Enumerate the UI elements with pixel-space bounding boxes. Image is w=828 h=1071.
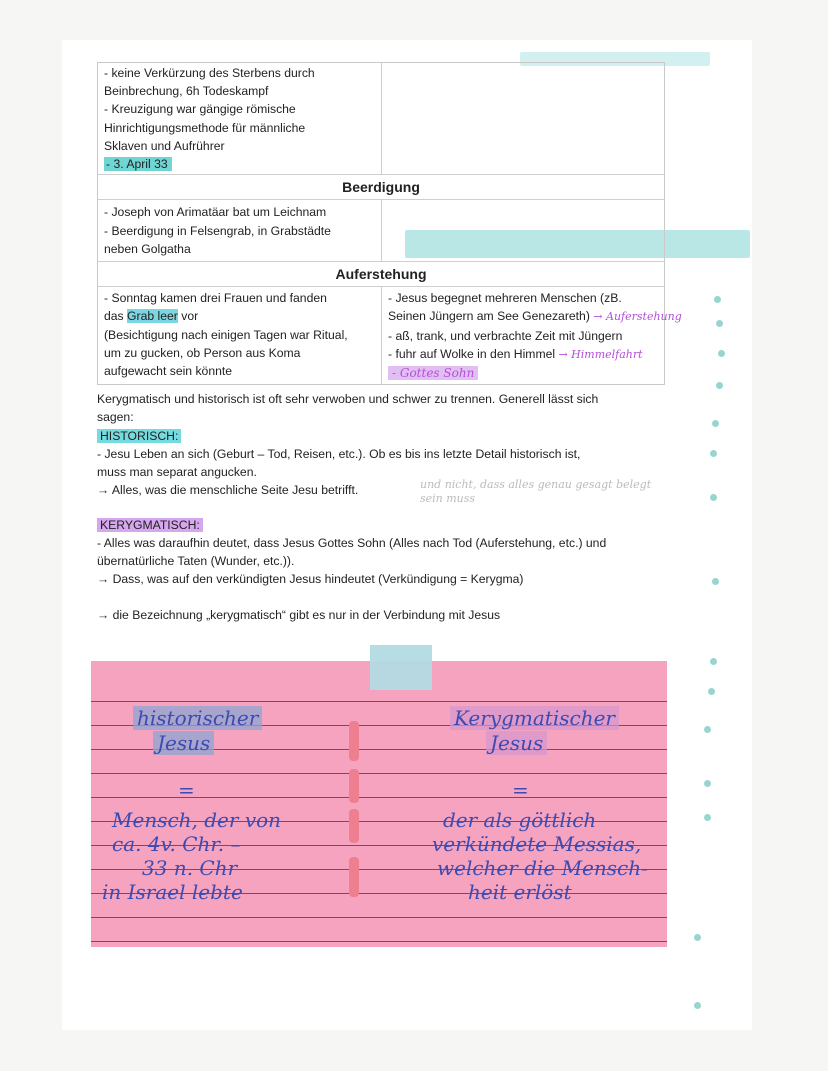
table-row-burial <box>98 200 664 262</box>
margin-dot <box>704 780 711 787</box>
text-line: neben Golgatha <box>104 241 191 256</box>
margin-dot <box>714 296 721 303</box>
handwritten-line: ca. 4v. Chr. – <box>112 832 241 856</box>
text-line: - Alles was daraufhin deutet, dass Jesus Gottes Sohn (Alles nach Tod (Auferstehung, etc.) und <box>97 536 607 550</box>
comparison-card <box>91 661 667 947</box>
handwritten-line: welcher die Mensch- <box>437 856 648 880</box>
historical-jesus-title-2: Jesus <box>153 731 214 755</box>
equals-sign: = <box>512 778 529 802</box>
handwritten-line: der als göttlich <box>443 808 597 832</box>
margin-dot <box>710 658 717 665</box>
text-line: aufgewacht sein könnte <box>104 364 233 379</box>
handwritten-line: verkündete Messias, <box>432 832 642 856</box>
text-line: das Grab leer vor <box>104 309 199 324</box>
resurrection-left-notes <box>98 287 381 384</box>
text-line: um zu gucken, ob Person aus Koma <box>104 345 301 360</box>
resurrection-right-notes <box>381 287 682 384</box>
text-line: sagen: <box>97 410 134 424</box>
text-line: Sklaven und Aufrührer <box>104 138 225 153</box>
margin-dot <box>704 814 711 821</box>
text-line: - keine Verkürzung des Sterbens durch <box>104 66 315 80</box>
margin-dot <box>704 726 711 733</box>
margin-dot <box>716 382 723 389</box>
margin-dot <box>712 578 719 585</box>
historical-heading: HISTORISCH: <box>97 429 181 443</box>
margin-dot <box>694 934 701 941</box>
text-line: Seinen Jüngern am See Genezareth) → Auferstehung <box>388 309 682 324</box>
text-line: Beinbrechung, 6h Todeskampf <box>104 84 269 99</box>
text-line: - Jesu Leben an sich (Geburt – Tod, Reisen, etc.). Ob es bis ins letzte Detail historisch ist, <box>97 447 581 461</box>
card-divider <box>349 857 359 897</box>
margin-dot <box>710 450 717 457</box>
handwritten-note-ascension: → Himmelfahrt <box>558 347 643 361</box>
table-row-resurrection <box>98 287 682 384</box>
margin-dot <box>716 320 723 327</box>
text-line: → Dass, was auf den verkündigten Jesus hindeutet (Verkündigung = Kerygma) <box>97 572 524 586</box>
ruled-line <box>91 917 667 918</box>
handwritten-line: Mensch, der von <box>112 808 282 832</box>
empty-cell <box>381 63 664 174</box>
text-line: Kerygmatisch und historisch ist oft sehr verwoben und schwer zu trennen. Generell lässt sich <box>97 392 599 406</box>
ruled-line <box>91 701 667 702</box>
text-line: - Sonntag kamen drei Frauen und fanden <box>104 291 327 306</box>
text-line: Hinrichtigungsmethode für männliche <box>104 120 306 135</box>
kerygmatic-section <box>97 516 677 588</box>
text-line: übernatürliche Taten (Wunder, etc.)). <box>97 554 295 568</box>
text-line: → Alles, was die menschliche Seite Jesu betrifft. <box>97 483 359 497</box>
handwritten-line: heit erlöst <box>468 880 572 904</box>
handwritten-line: 33 n. Chr <box>142 856 238 880</box>
handwritten-line: in Israel lebte <box>102 880 243 904</box>
card-divider <box>349 809 359 843</box>
equals-sign: = <box>178 778 195 802</box>
margin-dot <box>694 1002 701 1009</box>
card-divider <box>349 721 359 761</box>
text-line: - Joseph von Arimatäar bat um Leichnam <box>104 205 327 220</box>
historical-jesus-title: historischer <box>133 706 262 730</box>
tape-strip <box>370 645 432 690</box>
text-line: - Beerdigung in Felsengrab, in Grabstädte <box>104 223 331 238</box>
text-line: - Jesus begegnet mehreren Menschen (zB. <box>388 291 622 306</box>
life-of-jesus-table <box>97 62 682 385</box>
ruled-line <box>91 941 667 942</box>
text-line: (Besichtigung nach einigen Tagen war Ritual, <box>104 327 348 342</box>
margin-dot <box>710 494 717 501</box>
handwritten-note-son-of-god: - Gottes Sohn <box>388 366 478 380</box>
kerygmatic-jesus-title-2: Jesus <box>486 731 547 755</box>
text-line: - fuhr auf Wolke in den Himmel → Himmelfahrt <box>388 346 643 361</box>
margin-dot <box>712 420 719 427</box>
card-divider <box>349 769 359 803</box>
burial-notes <box>98 200 381 261</box>
closing-line: → die Bezeichnung „kerygmatisch“ gibt es nur in der Verbindung mit Jesus <box>97 608 501 622</box>
text-line: - aß, trank, und verbrachte Zeit mit Jüngern <box>388 328 623 343</box>
margin-dot <box>708 688 715 695</box>
pencil-note: und nicht, dass alles genau gesagt belegt sein muss <box>420 478 652 505</box>
kerygmatic-jesus-title: Kerygmatischer <box>450 706 619 730</box>
intro-paragraph <box>97 390 677 426</box>
empty-grave-highlight: Grab leer <box>127 309 178 324</box>
crucifixion-notes <box>98 63 381 174</box>
crucifixion-date: - 3. April 33 <box>104 157 172 171</box>
margin-dot <box>718 350 725 357</box>
kerygmatic-heading: KERYGMATISCH: <box>97 518 203 532</box>
empty-cell <box>381 200 664 261</box>
section-heading-burial: Beerdigung <box>98 175 664 200</box>
ruled-line <box>91 773 667 774</box>
text-line: - Kreuzigung war gängige römische <box>104 102 296 117</box>
handwritten-note-resurrection: → Auferstehung <box>593 310 682 324</box>
section-heading-resurrection: Auferstehung <box>98 262 664 287</box>
table-row-crucifixion <box>98 63 664 175</box>
text-line: muss man separat angucken. <box>97 465 257 479</box>
